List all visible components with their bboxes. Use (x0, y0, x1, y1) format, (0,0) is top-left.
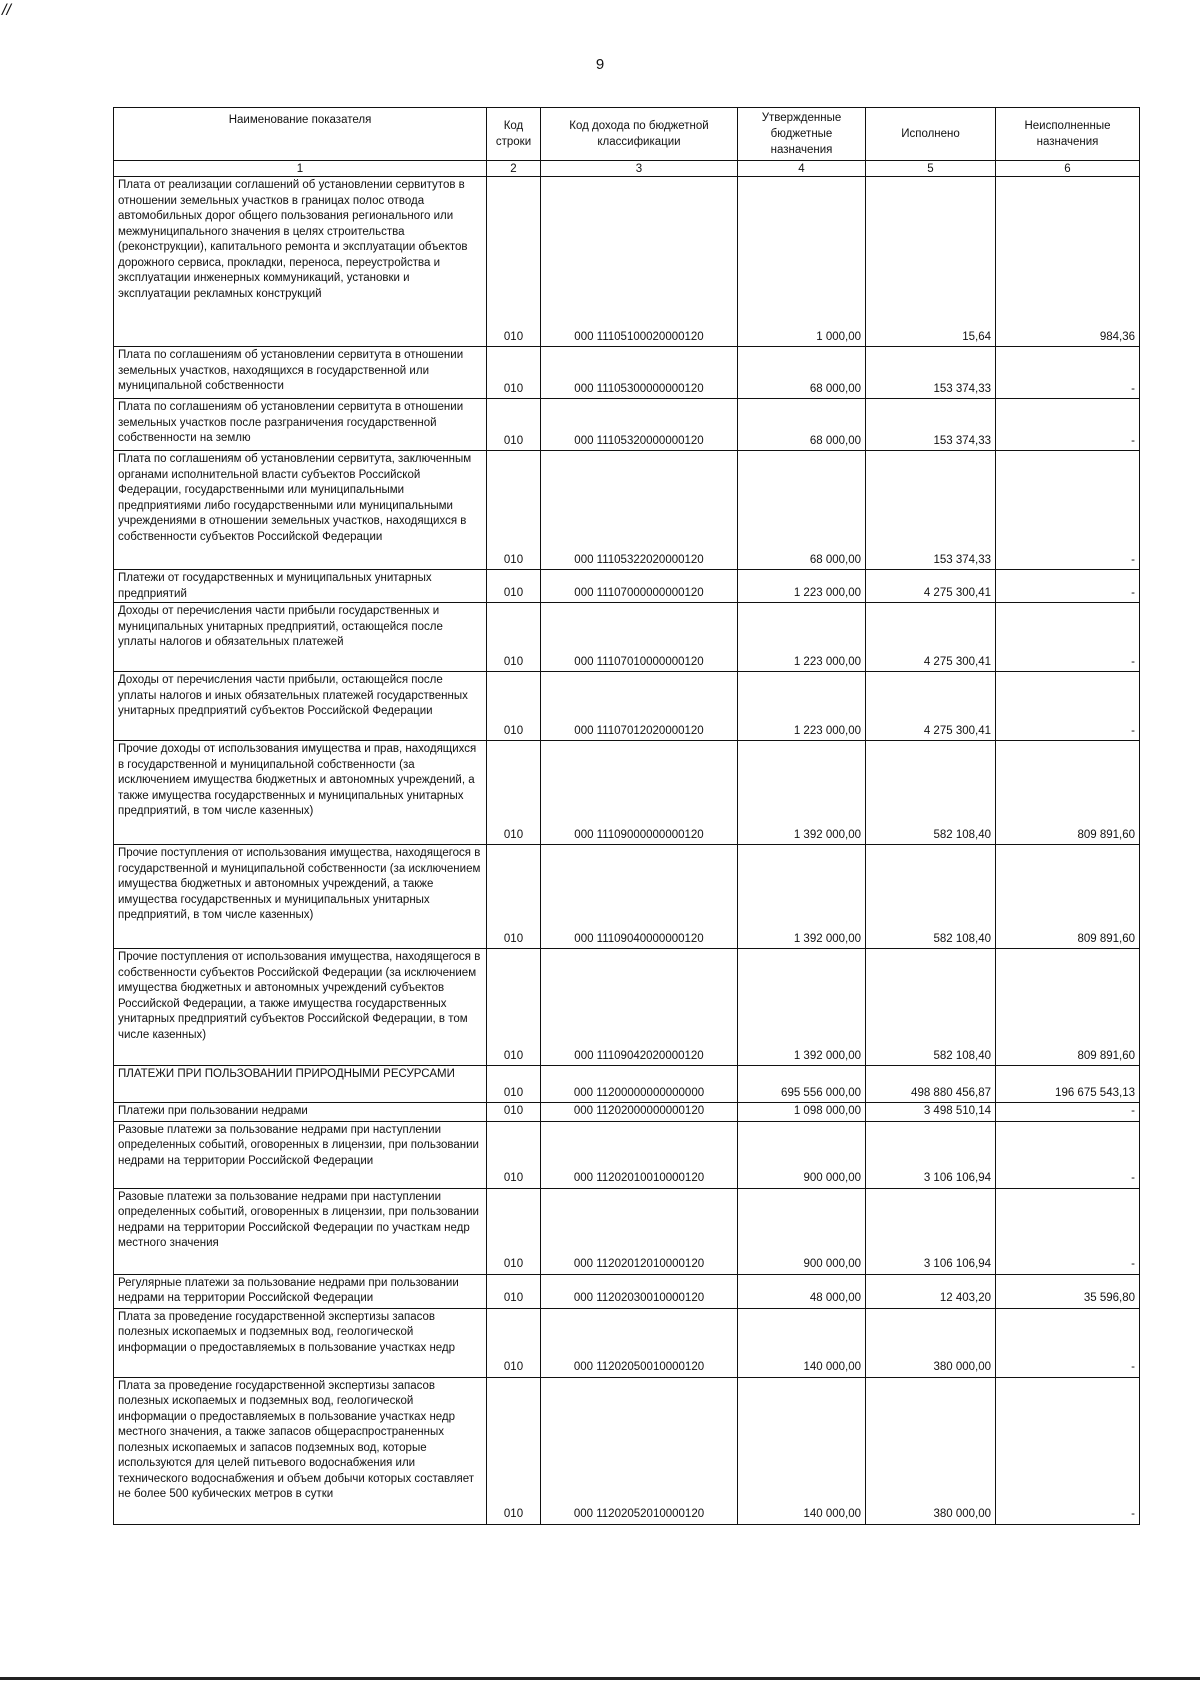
table-row (114, 949, 1140, 1066)
row-name: Доходы от перечисления части прибыли, остающейся после уплаты налогов и иных обязательных платежей государственных унитарных предприятий субъектов Российской Федерации (114, 672, 487, 741)
row-executed: 380 000,00 (866, 1308, 996, 1377)
row-unexecuted: - (996, 347, 1140, 399)
row-line-code: 010 (487, 451, 541, 570)
bottom-rule (0, 1677, 1200, 1680)
row-line-code: 010 (487, 347, 541, 399)
table-row (114, 1188, 1140, 1274)
row-executed: 3 106 106,94 (866, 1188, 996, 1274)
table-body (114, 177, 1140, 1525)
table-row (114, 1377, 1140, 1524)
row-income-code: 000 11202012010000120 (541, 1188, 738, 1274)
table-row (114, 672, 1140, 741)
row-unexecuted: - (996, 1121, 1140, 1188)
row-income-code: 000 11202030010000120 (541, 1274, 738, 1308)
table-row (114, 1308, 1140, 1377)
row-name: Плата по соглашениям об установлении сервитута в отношении земельных участков, находящихся в государственной или муниципальной собственности (114, 347, 487, 399)
row-line-code: 010 (487, 1308, 541, 1377)
row-approved: 900 000,00 (738, 1188, 866, 1274)
row-income-code: 000 11105100020000120 (541, 177, 738, 347)
row-income-code: 000 11109042020000120 (541, 949, 738, 1066)
table-row (114, 1103, 1140, 1122)
table-row (114, 1274, 1140, 1308)
row-approved: 1 098 000,00 (738, 1103, 866, 1122)
table-row (114, 347, 1140, 399)
row-line-code: 010 (487, 1188, 541, 1274)
column-number-row (114, 161, 1140, 177)
table-row (114, 177, 1140, 347)
row-executed: 4 275 300,41 (866, 570, 996, 603)
row-unexecuted: - (996, 1103, 1140, 1122)
row-income-code: 000 11109040000000120 (541, 845, 738, 949)
row-executed: 582 108,40 (866, 949, 996, 1066)
row-approved: 1 223 000,00 (738, 570, 866, 603)
column-number: 1 (114, 161, 487, 177)
row-approved: 1 392 000,00 (738, 741, 866, 845)
row-approved: 140 000,00 (738, 1377, 866, 1524)
row-name: Плата по соглашениям об установлении сервитута, заключенным органами исполнительной власти субъектов Российской Федерации, государственными или муниципальными предприятиями либо государственными или муниципальными учреждениями в отношении земельных участков, находящихся в собственности субъектов Российской Федерации (114, 451, 487, 570)
row-approved: 1 223 000,00 (738, 672, 866, 741)
row-income-code: 000 11105320000000120 (541, 399, 738, 451)
row-executed: 15,64 (866, 177, 996, 347)
column-number: 6 (996, 161, 1140, 177)
row-name: Плата за проведение государственной экспертизы запасов полезных ископаемых и подземных вод, геологической информации о предоставляемых в пользование участках недр (114, 1308, 487, 1377)
table-row (114, 603, 1140, 672)
row-approved: 900 000,00 (738, 1121, 866, 1188)
row-approved: 1 000,00 (738, 177, 866, 347)
row-unexecuted: - (996, 1377, 1140, 1524)
row-unexecuted: 809 891,60 (996, 741, 1140, 845)
row-approved: 68 000,00 (738, 399, 866, 451)
row-income-code: 000 11105300000000120 (541, 347, 738, 399)
row-executed: 12 403,20 (866, 1274, 996, 1308)
row-line-code: 010 (487, 570, 541, 603)
table-row (114, 451, 1140, 570)
row-name: Прочие поступления от использования имущества, находящегося в собственности субъектов Российской Федерации (за исключением имущества бюджетных и автономных учреждений субъектов Российской Федерации, а также имущества государственных унитарных предприятий субъектов Российской Федерации, в том числе казенных) (114, 949, 487, 1066)
row-line-code: 010 (487, 741, 541, 845)
row-name: Плата по соглашениям об установлении сервитута в отношении земельных участков после разграничения государственной собственности на землю (114, 399, 487, 451)
row-income-code: 000 11107000000000120 (541, 570, 738, 603)
row-approved: 695 556 000,00 (738, 1066, 866, 1103)
row-name: Платежи от государственных и муниципальных унитарных предприятий (114, 570, 487, 603)
row-unexecuted: 196 675 543,13 (996, 1066, 1140, 1103)
row-line-code: 010 (487, 672, 541, 741)
row-line-code: 010 (487, 177, 541, 347)
row-executed: 3 106 106,94 (866, 1121, 996, 1188)
row-income-code: 000 11202052010000120 (541, 1377, 738, 1524)
row-income-code: 000 11202050010000120 (541, 1308, 738, 1377)
row-name: Разовые платежи за пользование недрами при наступлении определенных событий, оговоренных в лицензии, при пользовании недрами на территории Российской Федерации по участкам недр местного значения (114, 1188, 487, 1274)
row-executed: 153 374,33 (866, 399, 996, 451)
row-income-code: 000 11107012020000120 (541, 672, 738, 741)
row-executed: 380 000,00 (866, 1377, 996, 1524)
row-income-code: 000 11202000000000120 (541, 1103, 738, 1122)
row-unexecuted: - (996, 451, 1140, 570)
row-approved: 48 000,00 (738, 1274, 866, 1308)
row-unexecuted: - (996, 672, 1140, 741)
row-unexecuted: - (996, 603, 1140, 672)
row-unexecuted: 984,36 (996, 177, 1140, 347)
table-row (114, 1066, 1140, 1103)
row-executed: 498 880 456,87 (866, 1066, 996, 1103)
row-executed: 4 275 300,41 (866, 672, 996, 741)
row-unexecuted: - (996, 399, 1140, 451)
row-name: Прочие доходы от использования имущества и прав, находящихся в государственной и муниципальной собственности (за исключением имущества бюджетных и автономных учреждений, а также имущества государственных и муниципальных унитарных предприятий, в том числе казенных) (114, 741, 487, 845)
header-income-code: Код дохода по бюджетной классификации (541, 108, 738, 161)
table-row (114, 1121, 1140, 1188)
row-approved: 1 392 000,00 (738, 845, 866, 949)
column-number: 5 (866, 161, 996, 177)
header-unexecuted: Неисполненные назначения (996, 108, 1140, 161)
table-row (114, 741, 1140, 845)
row-line-code: 010 (487, 399, 541, 451)
table-row (114, 845, 1140, 949)
row-unexecuted: 35 596,80 (996, 1274, 1140, 1308)
table-row (114, 570, 1140, 603)
row-income-code: 000 11200000000000000 (541, 1066, 738, 1103)
row-unexecuted: - (996, 1308, 1140, 1377)
column-number: 4 (738, 161, 866, 177)
row-name: Плата за проведение государственной экспертизы запасов полезных ископаемых и подземных вод, геологической информации о предоставляемых в пользование участках недр местного значения, а также запасов общераспространенных полезных ископаемых и запасов подземных вод, которые используются для целей питьевого водоснабжения или технического водоснабжения и объем добычи которых составляет не более 500 кубических метров в сутки (114, 1377, 487, 1524)
row-line-code: 010 (487, 1066, 541, 1103)
row-unexecuted: - (996, 570, 1140, 603)
row-name: Плата от реализации соглашений об установлении сервитутов в отношении земельных участков в границах полос отвода автомобильных дорог общего пользования регионального или межмуниципального значения в целях строительства (реконструкции), капитального ремонта и эксплуатации объектов дорожного сервиса, прокладки, переноса, переустройства и эксплуатации инженерных коммуникаций, установки и эксплуатации рекламных конструкций (114, 177, 487, 347)
row-name: ПЛАТЕЖИ ПРИ ПОЛЬЗОВАНИИ ПРИРОДНЫМИ РЕСУРСАМИ (114, 1066, 487, 1103)
row-income-code: 000 11105322020000120 (541, 451, 738, 570)
page-number: 9 (595, 56, 605, 73)
row-unexecuted: 809 891,60 (996, 845, 1140, 949)
row-unexecuted: - (996, 1188, 1140, 1274)
row-executed: 3 498 510,14 (866, 1103, 996, 1122)
row-name: Прочие поступления от использования имущества, находящегося в государственной и муниципальной собственности (за исключением имущества бюджетных и автономных учреждений, а также имущества государственных и муниципальных унитарных предприятий, в том числе казенных) (114, 845, 487, 949)
row-income-code: 000 11202010010000120 (541, 1121, 738, 1188)
row-approved: 68 000,00 (738, 451, 866, 570)
table-row (114, 399, 1140, 451)
row-approved: 140 000,00 (738, 1308, 866, 1377)
row-name: Платежи при пользовании недрами (114, 1103, 487, 1122)
row-name: Регулярные платежи за пользование недрами при пользовании недрами на территории Российской Федерации (114, 1274, 487, 1308)
row-name: Доходы от перечисления части прибыли государственных и муниципальных унитарных предприятий, остающейся после уплаты налогов и обязательных платежей (114, 603, 487, 672)
row-line-code: 010 (487, 949, 541, 1066)
row-line-code: 010 (487, 1121, 541, 1188)
column-number: 2 (487, 161, 541, 177)
row-approved: 1 223 000,00 (738, 603, 866, 672)
row-executed: 153 374,33 (866, 347, 996, 399)
row-line-code: 010 (487, 1103, 541, 1122)
row-name: Разовые платежи за пользование недрами при наступлении определенных событий, оговоренных в лицензии, при пользовании недрами на территории Российской Федерации (114, 1121, 487, 1188)
header-row (114, 108, 1140, 161)
row-income-code: 000 11109000000000120 (541, 741, 738, 845)
corner-mark: // (2, 2, 11, 19)
header-line-code: Код строки (487, 108, 541, 161)
budget-report-table (113, 107, 1140, 1525)
row-executed: 582 108,40 (866, 845, 996, 949)
row-line-code: 010 (487, 1274, 541, 1308)
row-executed: 153 374,33 (866, 451, 996, 570)
row-executed: 4 275 300,41 (866, 603, 996, 672)
row-line-code: 010 (487, 603, 541, 672)
row-line-code: 010 (487, 845, 541, 949)
row-income-code: 000 11107010000000120 (541, 603, 738, 672)
header-executed: Исполнено (866, 108, 996, 161)
row-line-code: 010 (487, 1377, 541, 1524)
row-approved: 1 392 000,00 (738, 949, 866, 1066)
row-executed: 582 108,40 (866, 741, 996, 845)
column-number: 3 (541, 161, 738, 177)
header-approved: Утвержденные бюджетные назначения (738, 108, 866, 161)
header-name: Наименование показателя (114, 108, 487, 161)
row-approved: 68 000,00 (738, 347, 866, 399)
row-unexecuted: 809 891,60 (996, 949, 1140, 1066)
